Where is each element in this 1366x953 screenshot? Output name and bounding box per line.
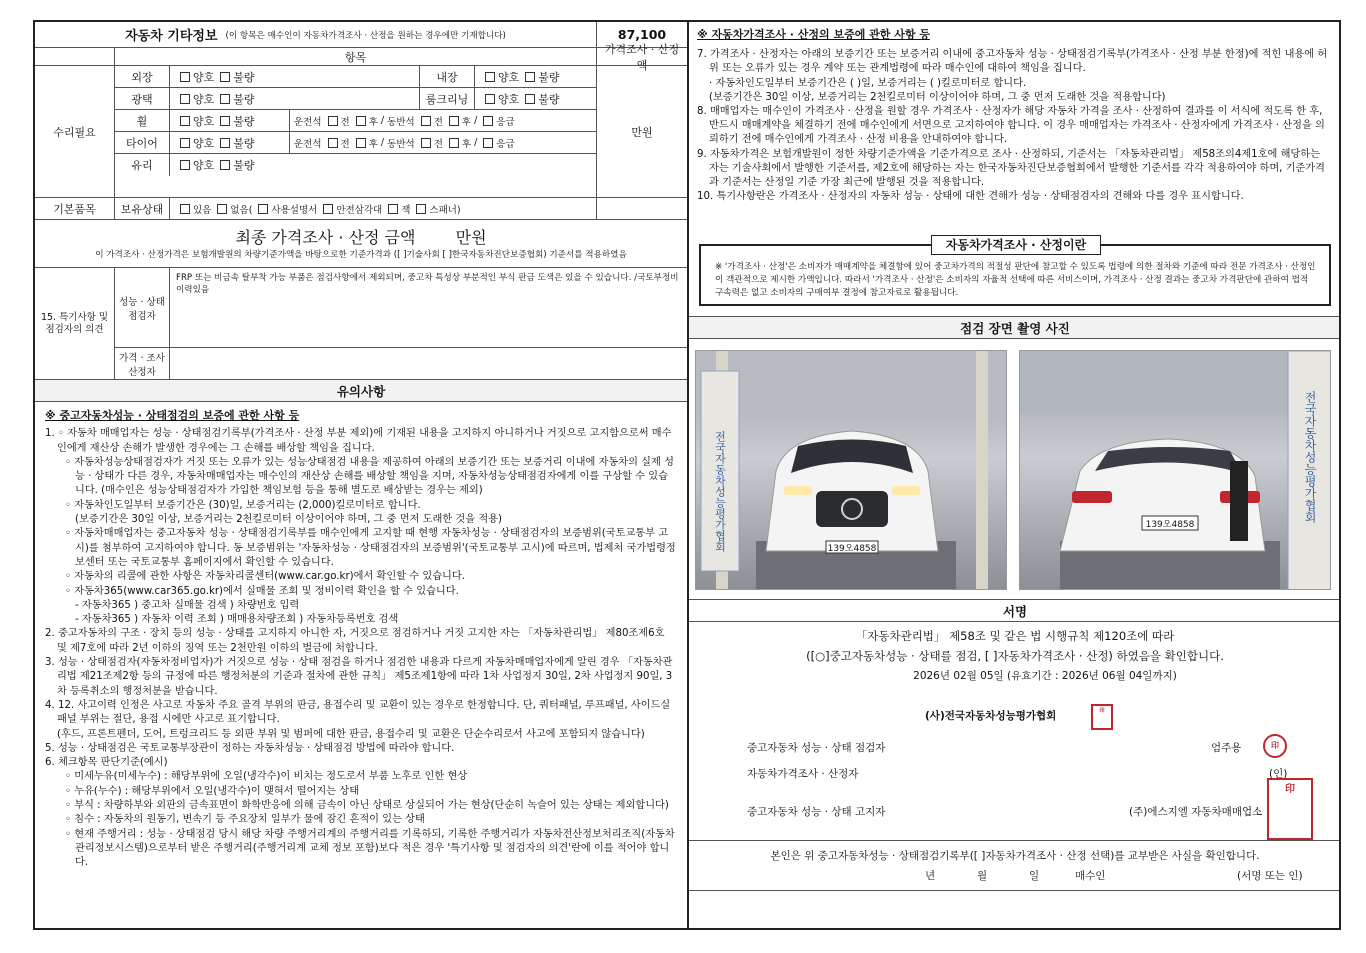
other-info-title-row [35, 22, 687, 48]
checkbox-exterior-bad[interactable] [220, 72, 230, 82]
checkbox-glass-good[interactable] [180, 160, 190, 170]
checkbox-tire-good[interactable] [180, 138, 190, 148]
price-notice-item: 10. 특기사항란은 가격조사 · 산정자의 자동차 성능 · 상태에 대한 견해가 성능 · 상태점검자의 견해와 다를 경우 표시합니다. [697, 191, 1244, 203]
checkbox-tire-bad[interactable] [220, 138, 230, 148]
notice-item: 6. 체크항목 판단기준(예시) [45, 757, 168, 769]
notice-item: ◦ 침수 : 자동차의 원동기, 변속기 등 주요장치 일부가 물에 잠긴 흔적이 있는 상태 [65, 814, 425, 826]
photos-title: 점검 장면 촬영 사진 [689, 317, 1339, 339]
special-notes-label: 15. 특기사항 및 점검자의 의견 [35, 268, 115, 379]
notice-item: ◦ 현재 주행거리 : 성능 · 상태점검 당시 해당 차량 주행거리계의 주행거리를 기록하되, 기록한 주행거리가 자동차전산정보처리조직(자동차관리정보시스템)으로부터 받은 주행거리(주행거리계 교체 정보 포함)보다 적은 경우 '특기사항 및 점검자의 의견'란에 이를 적어야 합니다. [65, 828, 675, 869]
repair-label: 수리필요 [35, 66, 115, 197]
final-amount-title: 최종 가격조사 · 산정 금액 [235, 228, 416, 247]
inspector-opinion-text: FRP 또는 비금속 탈부착 가능 부품은 점검사항에서 제외되며, 중고차 특성상 부분적인 부식 판금 도색은 있을 수 있습니다. /국토부정비이력있음 [176, 273, 679, 295]
notice-item: 3. 성능 · 상태점검자(자동차정비업자)가 거짓으로 성능 · 상태 점검을 하거나 점검한 내용과 다르게 자동차매매업자에게 알린 경우 「자동차관리법 제21조제2항 등의 규정에 따른 행정처분의 기준과 절차에 관한 규칙」 제5조제1항에 따라 1차 사업정지 30일, 2차 사업정지 90일, 3차 등록취소의 행정처분을 받습니다. [45, 657, 673, 697]
signature-statement [689, 626, 1339, 686]
notice-item: 1. ◦ 자동차 매매업자는 성능 · 상태점검기록부(가격조사 · 산정 부분 제외)에 기재된 내용을 고지하지 아니하거나 거짓으로 고지함으로써 매수인에게 재산상 손해가 발생한 경우에는 그 손해를 배상할 책임을 집니다. [45, 428, 672, 454]
inspector-seal: 印 [1263, 734, 1287, 758]
checkbox-roomclean-bad[interactable] [525, 94, 535, 104]
price-notice-item: · 자동차인도일부터 보증기간은 ( )일, 보증거리는 ( )킬로미터로 합니다. [709, 77, 1027, 89]
price-assessor-role: 자동차가격조사 · 산정자 [747, 768, 859, 780]
signature-title: 서명 [689, 600, 1339, 622]
special-notes-block [35, 268, 687, 380]
row-tire: 타이어 양호 불량 운전석 전 후 / 동반석 전 후 / 응급 [115, 132, 596, 154]
inspector-name: 엄주용 [1211, 742, 1242, 754]
repair-block [35, 66, 687, 198]
notice-item: 5. 성능 · 상태점검은 국토교통부장관이 정하는 자동차성능 · 상태점검 방법에 따라야 합니다. [45, 742, 455, 754]
checkbox-wheel-bad[interactable] [220, 116, 230, 126]
notice-item: ◦ 자동차성능상태점검자가 거짓 또는 오류가 있는 성능상태점검 내용을 제공하여 아래의 보증기간 또는 보증거리 이내에 자동차의 실제 성능 · 상태가 다른 경우, 자동차매매업자는 매수인의 재산상 손해를 배상할 책임을 지며, 자동차성능상태점검자에게 이를 구상할 수 있습니다. (매수인은 성능상태점검자가 가입한 책임보험 등을 통해 별도로 배상받는 경우는 제외) [65, 456, 674, 497]
row-wheel: 휠 양호 불량 운전석 전 후 / 동반석 전 후 / 응급 [115, 110, 596, 132]
notice-item: ◦ 미세누유(미세누수) : 해당부위에 오일(냉각수)이 비치는 정도로서 부품 노후로 인한 현상 [65, 771, 468, 783]
inspection-record-page [33, 20, 1341, 930]
receipt-text: 본인은 위 중고자동차성능 · 상태점검기록부([ ]자동차가격조사 · 산정 선택)를 교부받은 사실을 확인합니다. [770, 850, 1260, 862]
price-definition-title: 자동차가격조사 · 산정이란 [931, 235, 1101, 255]
front-photo [695, 350, 1007, 590]
front-plate-text: 139오4858 [827, 544, 877, 554]
price-notice-item: 9. 자동차가격은 보험개발원이 정한 차량기준가액을 기준가격으로 조사 · 산정하되, 기준서는 「자동차관리법」 제58조의4제1호에 해당하는 자는 기술사회에서 발행한 기준서를, 제2호에 해당하는 자는 한국자동차진단보증협회에서 발행한 기준서를 각각 적용하여야 하며, 기준가격과 기준서는 산정일 기준 가장 최근에 발행된 것을 적용합니다. [697, 148, 1325, 189]
notice-item: 2. 중고자동차의 구조 · 장치 등의 성능 · 상태를 고지하지 아니한 자, 거짓으로 점검하거나 거짓 고지한 자는 「자동차관리법」 제80조제6호 및 제7호에 따라 2년 이하의 징역 또는 2천만원 이하의 벌금에 처합니다. [45, 628, 665, 654]
other-info-title: 자동차 기타정보 [125, 29, 218, 44]
price-notice-heading: ※ 자동차가격조사 · 산정의 보증에 관한 사항 등 [697, 28, 930, 41]
checkbox-gloss-bad[interactable] [220, 94, 230, 104]
final-amount-note: 이 가격조사 · 산정가격은 보험개발원의 차량기준가액을 바탕으로한 기준가격과 ([ ]기술사회 [ ]한국자동차진단보증협회) 기준서를 적용하였음 [95, 250, 627, 260]
signature-date: 2026년 02월 05일 (유효기간 : 2026년 06월 04일까지) [913, 670, 1177, 682]
inspector-role: 중고자동차 성능 · 상태 점검자 [747, 742, 886, 754]
price-definition-text: ※ '가격조사 · 산정'은 소비자가 매매계약을 체결함에 있어 중고차가격의 적절성 판단에 참고할 수 있도록 법령에 의한 절차와 기준에 따라 전문 가격조사 · 산정인이 객관적으로 제시한 가액입니다. 따라서 '가격조사 · 산정'은 소비자의 자율적 선택에 따른 서비스이며, 가격조사 · 산정 결과는 중고차 가격판단에 관하여 법적 구속력은 없고 소비자의 구매여부 결정에 참고자료로 활용됩니다. [715, 262, 1316, 298]
price-opinion-label: 가격 · 조사 산정자 [115, 348, 170, 379]
price-definition-box [699, 238, 1331, 306]
row-exterior: 외장 양호 불량 내장 양호 불량 [115, 66, 596, 88]
notice-item: ◦ 자동차인도일부터 보증기간은 (30)일, 보증거리는 (2,000)킬로미터로 합니다. [65, 499, 421, 511]
notice-item: ◦ 자동차365(www.car365.go.kr)에서 실매물 조회 및 정비이력 확인을 할 수 있습니다. [65, 585, 459, 597]
checkbox-interior-good[interactable] [485, 72, 495, 82]
rear-car-image [1020, 351, 1331, 590]
notice-item: ◦ 자동차의 리콜에 관한 사항은 자동차리콜센터(www.car.go.kr)에서 확인할 수 있습니다. [65, 571, 465, 583]
notice-item: 4. 12. 사고이력 인정은 사고로 자동차 주요 골격 부위의 판금, 용접수리 및 교환이 있는 경우로 한정합니다. 단, 쿼터패널, 루프패널, 사이드실패널 부위는 절단, 용접 시에만 사고로 표기합니다. [45, 699, 671, 726]
price-notice-item: (보증기간은 30일 이상, 보증거리는 2천킬로미터 이상이어야 하며, 그 중 먼저 도래한 것을 적용합니다) [709, 91, 1166, 103]
basic-items-row: 기본품목 보유상태 있음 없음( 사용설명서 안전삼각대 잭 스패너) [35, 198, 687, 220]
checkbox-roomclean-good[interactable] [485, 94, 495, 104]
org-stamp: 印 [1091, 704, 1113, 730]
rear-photo [1019, 350, 1331, 590]
notice-heading: ※ 중고자동차성능 · 상태점검의 보증에 관한 사항 등 [45, 409, 300, 422]
inspector-opinion-label: 성능 · 상태 점검자 [115, 268, 170, 347]
checkbox-wheel-good[interactable] [180, 116, 190, 126]
notice-list [35, 402, 687, 871]
notice-item: ◦ 자동차매매업자는 중고자동차 성능 · 상태점검기록부를 매수인에게 고지할 때 현행 자동차성능 · 상태점검자의 보증범위(국토교통부 고시)를 첨부하여 고지하여야 합니다. 동 보증범위는 '자동차성능 · 상태점검자의 보증범위'(국토교통부 고시)에 따르며, 법제처 국가법령정보센터 또는 국토교통부 홈페이지에서 확인할 수 있습니다. [65, 528, 676, 568]
notice-item: (보증기간은 30일 이상, 보증거리는 2천킬로미터 이상이어야 하며, 그 중 먼저 도래한 것을 적용) [75, 514, 503, 526]
price-notice-list [689, 22, 1339, 244]
right-column: ※ 자동차가격조사 · 산정의 보증에 관한 사항 등 7. 가격조사 · 산정자는 아래의 보증기간 또는 보증거리 이내에 중고자동차 성능 · 상태점검기록부(가격조사 · 산정 부분 한정)에 적힌 내용에 허위 또는 오류가 있는 경우 계약 또는 관계법령에 따라 매수인에 대하여 책임을 집니다. · 자동차인도일부터 보증기간은 ( )일, 보증거리는 ( )킬로미터로 합니다. (보증기간은 30일 이상, 보증거리는 2천킬로미터 이상이어야 하며, 그 중 먼저 도래한 것을 적용합니다) 8. 매매업자는 매수인이 가격조사 · 산정을 원할 경우 가격조사 · 산정자가 해당 자동차 가격을 조사 · 산정하여 결과를 이 서식에 적도록 한 후, 반드시 매매계약을 체결하기 전에 매수인에게 서면으로 고지하여야 합니다. 이 경우 매매업자는 가격조사 · 산정자에게 가격조사 · 산정을 의뢰하기 전에 매수인에게 가격조사 · 산정 비용을 안내하여야 합니다. 9. 자동차가격은 보험개발원이 정한 차량기준가액을 기준가격으로 조사 · 산정하되, 기준서는 「자동차관리법」 제58조의4제1호에 해당하는 자는 기술사회에서 발행한 기준서를, 제2호에 해당하는 자는 한국자동차진단보증협회에서 발행한 기준서를 각각 적용하여야 하며, 기준가격과 기준서는 산정일 기준 가장 최근에 발행된 것을 적용합니다. 10. 특기사항란은 가격조사 · 산정자의 자동차 성능 · 상태에 대한 견해가 성능 · 상태점검자의 견해와 다를 경우 표시합니다. 자동차가격조사 · 산정이란 ※ '가격조사 · 산정'은 소비자가 매매계약을 체결함에 있어 중고차가격의 적절성 판단에 참고할 수 있도록 법령에 의한 절차와 기준에 따라 전문 가격조사 · 산정인이 객관적으로 제시한 가액입니다. 따라서 '가격조사 · 산정'은 소비자의 자율적 선택에 따른 서비스이며, 가격조사 · 산정 결과는 중고차 가격판단에 관하여 법적 구속력은 없고 소비자의 구매여부 결정에 참고자료로 활용됩니다. 점검 장면 촬영 사진 139오4858 전국자동차성능평가협회 139오4858 전국자동차성능평가협회 서명 「자동차관리법」 제58조 및 같은 법 시행규칙 제120조에 따라 ([○]중고자동차성능 · 상태를 점검, [ ]자동차가격조사 · 산정) 하였음을 확인합니다. 2026년 02월 05일 (유효기간 : 2026년 06월 04일까지) (사)전국자동차성능평가협회 印 중고자동차 성능 · 상태 점검자 엄주용 印 자동차가격조사 · 산정자 (인) 중고자동차 성능 · 상태 고지자 (주)에스지엘 자동차매매업소 印 본인은 위 중고자동차성능 · 상태점검기록부([ ]자동차가격조사 · 산정 선택)를 교부받은 사실을 확인합니다. 년 월 일 매수인 (서명 또는 인) [689, 22, 1339, 928]
checkbox-exterior-good[interactable] [180, 72, 190, 82]
price-notice-item: 7. 가격조사 · 산정자는 아래의 보증기간 또는 보증거리 이내에 중고자동차 성능 · 상태점검기록부(가격조사 · 산정 부분 한정)에 적힌 내용에 허위 또는 오류가 있는 경우 계약 또는 관계법령에 따라 매수인에 대하여 책임을 집니다. [697, 49, 1328, 75]
signature-line2: ([○]중고자동차성능 · 상태를 점검, [ ]자동차가격조사 · 산정) 하였음을 확인합니다. [806, 649, 1224, 663]
left-column [35, 22, 689, 928]
notice-item: ◦ 누유(누수) : 해당부위에서 오일(냉각수)이 맺혀서 떨어지는 상태 [65, 785, 360, 797]
final-amount-unit: 만원 [455, 228, 487, 247]
buyer-label: 매수인 [1075, 870, 1106, 882]
front-sign-text: 전국자동차성능평가협회 [713, 431, 727, 552]
notice-item: - 자동차365 ) 자동차 이력 조회 ) 매매용차량조회 ) 자동차등록번호 검색 [75, 614, 399, 626]
col-price-header: 가격조사 · 산정액 [604, 42, 680, 72]
other-info-header-row [35, 42, 687, 72]
price-man-won: 만원 [631, 125, 653, 139]
row-glass: 유리 양호 불량 [115, 154, 596, 176]
checkbox-interior-bad[interactable] [525, 72, 535, 82]
other-info-subtitle: (이 항목은 매수인이 자동차가격조사 · 산정을 원하는 경우에만 기재합니다) [225, 30, 506, 41]
other-info-amount: 87,100 [617, 27, 667, 42]
rear-sign-text: 전국자동차성능평가협회 [1303, 391, 1317, 523]
row-gloss: 광택 양호 불량 룸크리닝 양호 불량 [115, 88, 596, 110]
front-car-image [696, 351, 1007, 590]
notifier-stamp: 印 [1267, 778, 1313, 840]
notice-item: (후드, 프론트펜더, 도어, 트렁크리드 등 외판 부위 및 범퍼에 대한 판금, 용접수리 및 교환은 단순수리로서 사고에 포함되지 않습니다) [57, 728, 645, 740]
price-notice-item: 8. 매매업자는 매수인이 가격조사 · 산정을 원할 경우 가격조사 · 산정자가 해당 자동차 가격을 조사 · 산정하여 결과를 이 서식에 적도록 한 후, 반드시 매매계약을 체결하기 전에 매수인에게 서면으로 고지하여야 합니다. 이 경우 매매업자는 가격조사 · 산정자에게 가격조사 · 산정을 의뢰하기 전에 매수인에게 가격조사 · 산정 비용을 안내하여야 합니다. [697, 106, 1325, 146]
price-assessor-seal: (인) [1269, 768, 1288, 780]
checkbox-gloss-good[interactable] [180, 94, 190, 104]
notice-item: - 자동차365 ) 중고차 실매물 검색 ) 차량번호 입력 [75, 599, 300, 611]
checkbox-glass-bad[interactable] [220, 160, 230, 170]
final-amount-block [35, 220, 687, 268]
rear-plate-text: 139오4858 [1145, 520, 1195, 530]
buyer-sign: (서명 또는 인) [1237, 870, 1303, 882]
col-item-header: 항목 [115, 48, 597, 65]
signature-org: (사)전국자동차성능평가협회 [925, 710, 1057, 722]
notice-title: 유의사항 [35, 380, 687, 402]
notifier-name: (주)에스지엘 자동차매매업소 [1129, 806, 1263, 818]
notifier-role: 중고자동차 성능 · 상태 고지자 [747, 806, 886, 818]
signature-line1: 「자동차관리법」 제58조 및 같은 법 시행규칙 제120조에 따라 [855, 629, 1175, 643]
notice-item: ◦ 부식 : 차량하부와 외판의 금속표면이 화학반응에 의해 금속이 아닌 상태로 상실되어 가는 현상(단순히 녹슬어 있는 상태는 제외합니다) [65, 800, 669, 812]
